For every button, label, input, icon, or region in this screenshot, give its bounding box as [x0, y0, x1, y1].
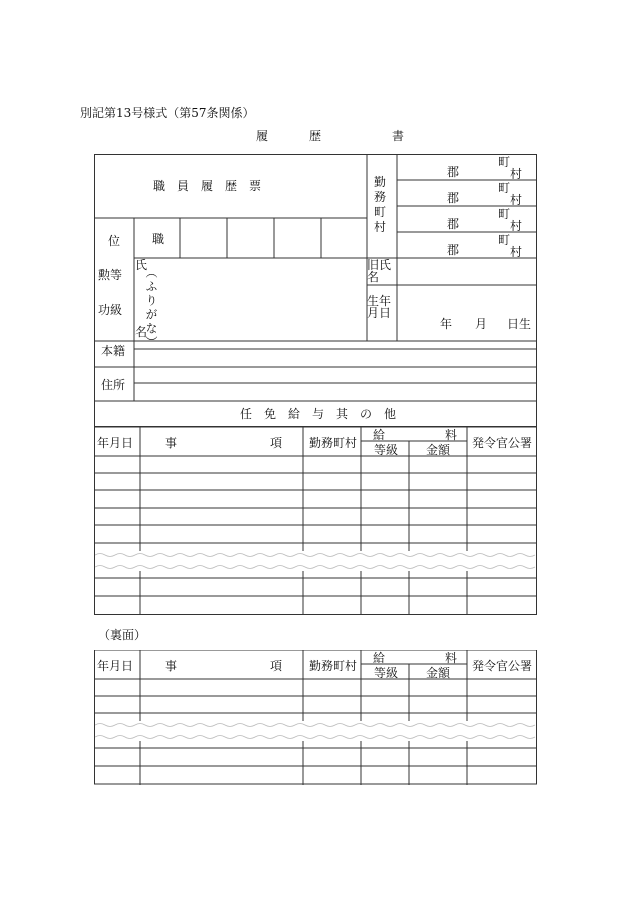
shoku-label: 職: [152, 232, 165, 246]
col-issuer: 発令官公署: [472, 436, 533, 450]
name-top-label: 氏: [135, 258, 148, 272]
col-salary-a: 給: [373, 428, 386, 442]
workplace-vertical-label: [374, 175, 388, 235]
kokyu-label: 功級: [98, 303, 123, 317]
back-col-workplace: 勤務町村: [309, 659, 358, 673]
title-char-3: 書: [392, 129, 405, 143]
birth-getsu: 月: [475, 317, 488, 331]
name-bottom-label: 名: [135, 325, 148, 339]
back-col-grade: 等級: [374, 666, 399, 680]
old-name-text: 旧氏名: [367, 258, 392, 284]
section-title: 任 免 給 与 其 の 他: [240, 407, 397, 421]
row4-mura: 村: [510, 245, 523, 259]
col-grade: 等級: [374, 443, 399, 457]
birth-nichi: 日生: [507, 317, 532, 331]
col-workplace: 勤務町村: [309, 436, 358, 450]
old-name-label: [367, 259, 395, 283]
address-label: 住所: [101, 378, 126, 392]
honseki-label: 本籍: [101, 344, 126, 358]
back-col-matter-a: 事: [165, 659, 178, 673]
col-date: 年月日: [97, 436, 134, 450]
form-reference: 別記第13号様式（第57条関係）: [80, 106, 255, 120]
position-label: 位: [108, 234, 121, 248]
col-matter-b: 項: [270, 436, 283, 450]
birth-nen: 年: [440, 317, 453, 331]
back-col-matter-b: 項: [270, 659, 283, 673]
front-form-grid: [94, 154, 537, 427]
col-salary-b: 料: [445, 428, 458, 442]
row4-gun: 郡: [447, 243, 460, 257]
card-title: 職 員 履 歴 票: [153, 179, 262, 193]
kunto-label: 勲等: [98, 268, 123, 282]
row1-gun: 郡: [447, 165, 460, 179]
back-col-amount: 金額: [426, 666, 451, 680]
birth-text: 生年月日: [367, 294, 392, 320]
front-history-grid: [94, 427, 537, 615]
row4-machi: 町: [498, 233, 511, 247]
row2-gun: 郡: [447, 191, 460, 205]
row3-mura: 村: [510, 219, 523, 233]
row3-machi: 町: [498, 207, 511, 221]
row1-mura: 村: [510, 167, 523, 181]
back-label: （裏面）: [98, 628, 147, 642]
row2-mura: 村: [510, 193, 523, 207]
workplace-label: 勤務町村: [374, 175, 387, 234]
back-col-date: 年月日: [97, 659, 134, 673]
row1-machi: 町: [498, 155, 511, 169]
row2-machi: 町: [498, 181, 511, 195]
back-col-salary-a: 給: [373, 651, 386, 665]
title-char-2: 歴: [309, 129, 322, 143]
col-amount: 金額: [426, 443, 451, 457]
back-col-salary-b: 料: [445, 651, 458, 665]
birth-label: [367, 295, 395, 319]
back-col-issuer: 発令官公署: [472, 659, 533, 673]
title-char-1: 履: [256, 129, 269, 143]
furigana-label: （ふりがな）: [144, 266, 158, 350]
col-matter-a: 事: [165, 436, 178, 450]
row3-gun: 郡: [447, 217, 460, 231]
